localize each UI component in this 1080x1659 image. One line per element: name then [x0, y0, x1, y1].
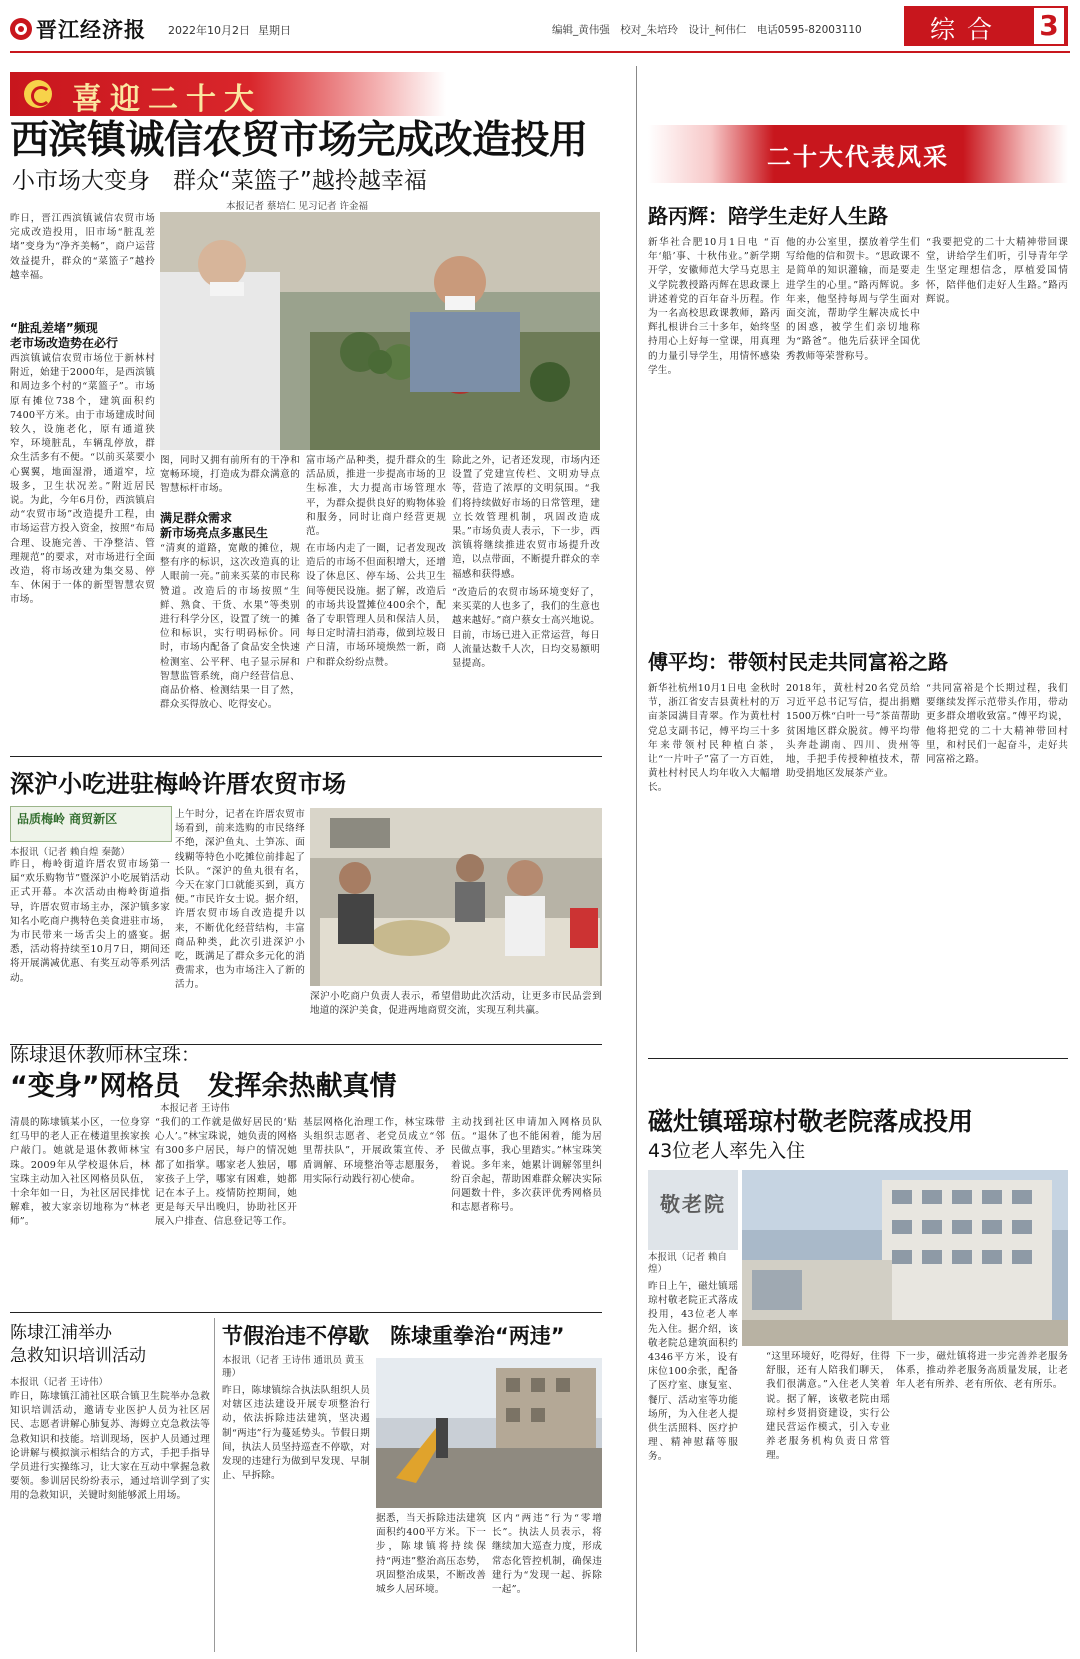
issue-date: 2022年10月2日 [168, 24, 250, 37]
right-banner [648, 125, 1068, 183]
divider-firstaid-vertical [214, 1318, 215, 1652]
section-name: 综合 [930, 15, 1005, 44]
firstaid-byline: 本报讯（记者 王诗伟） [10, 1377, 109, 1388]
enforce-col1: 昨日，陈埭镇综合执法队组织人员对辖区违法建设开展专项整治行动，依法拆除违法建筑，坚决遏制“两违”行为蔓延势头。节假日期间，执法人员坚持巡查不停歇，对发现的违建行为做到早发现、早制止、早拆除。 [222, 1385, 370, 1482]
enforce-photo [376, 1358, 602, 1508]
lead-photo [160, 212, 600, 450]
masthead-rule [10, 51, 1070, 53]
enforce-byline: 本报讯（记者 王诗伟 通讯员 黄玉珊） [222, 1355, 365, 1379]
party-emblem-icon [24, 80, 52, 108]
lead-col1-body: 西滨镇诚信农贸市场位于新林村附近，始建于2000年，是西滨镇和周边多个村的“菜篮子”。市场原有摊位738个，建筑面积约7400平方米。由于市场建成时间较久，设施老化，原有通道狭窄，环境脏乱，车辆乱停放，群众生活多有不便。“以前买菜要小心翼翼，地面湿滑，通道窄，垃圾多，卫生状况差。”附近居民说。为此，今年6月份，西滨镇启动“农贸市场”改造提升工程，由市场运营方投入资金，按照“布局合理、设施完善、干净整洁、管理规范”的要求，对市场进行全面改造，将市场改建为集交易、停车、休闲于一体的新型智慧农贸市场。 [10, 353, 155, 606]
editorial-staff: 编辑_黄伟强 校对_朱培玲 设计_柯伟仁 电话0595-82003110 [552, 24, 862, 36]
right-banner-text: 二十大代表风采 [767, 143, 949, 171]
grid-col2: “我们的工作就是做好居民的‘贴心人’。”林宝珠说，她负责的网格有300多户居民，每户的情况她都了如指掌。哪家老人独居，哪家孩子上学，哪家有困难，她都记在本子上。疫情防控期间，她更是每天早出晚归，协助社区开展入户排查、信息登记等工作。 [155, 1117, 297, 1228]
divider-grid [10, 1312, 602, 1313]
lead-intro: 昨日，晋江西滨镇诚信农贸市场完成改造投用，旧市场“脏乱差堵”变身为“净齐美畅”，商户运营效益提升，群众的“菜篮子”越拎越幸福。 [10, 213, 155, 281]
masthead [0, 0, 1080, 62]
fu-col2: 2018年，黄杜村20名党员给习近平总书记写信，提出捐赠1500万株“白叶一号”茶苗帮助贫困地区群众脱贫。傅平均带头奔赴湖南、四川、贵州等地，手把手传授种植技术，帮助受捐地区发展茶产业。 [786, 683, 920, 780]
lu-col2: 他的办公室里，摆放着学生们写给他的信和贺卡。“思政课不是简单的知识灌输，而是要走进学生的心里。”路丙辉说。多年来，他坚持每周与学生面对面交流，帮助学生解决成长中的困惑，被学生们亲切地称为“路爸”。他先后获评全国优秀教师等荣誉称号。 [786, 237, 920, 362]
lead-col3-body: 在市场内走了一圈，记者发现改造后的市场不但面积增大，还增设了休息区、停车场、公共卫生间等便民设施。据了解，改造后的市场共设置摊位400余个，配备了专职管理人员和保洁人员，每日定时清扫消毒，做到垃圾日产日清，市场环境焕然一新，商户和群众纷纷点赞。 [306, 543, 446, 668]
lead-subhead-2: 满足群众需求 新市场亮点多惠民生 [160, 511, 269, 540]
grid-col1: 清晨的陈埭镇某小区，一位身穿红马甲的老人正在楼道里挨家挨户敲门。她就是退休教师林宝珠。2009年从学校退休后，林宝珠主动加入社区网格员队伍，十余年如一日，为社区居民排忧解难，被大家亲切地称为“林老师”。 [10, 1117, 150, 1228]
snack-photo [310, 808, 602, 986]
nursing-building-photo [742, 1170, 1068, 1346]
firstaid-headline: 陈埭江浦举办 急救知识培训活动 [10, 1323, 146, 1366]
nursing-col1: 昨日上午，磁灶镇瑶琼村敬老院正式落成投用，43位老人率先入住。据介绍，该敬老院总建筑面积约4346平方米，设有床位100余张，配备了医疗室、康复室、餐厅、活动室等功能场所，为入住老人提供生活照料、医疗护理、精神慰藉等服务。 [648, 1281, 738, 1463]
column-divider [636, 66, 637, 1652]
lead-subhead-1: “脏乱差堵”频现 老市场改造势在必行 [10, 321, 119, 350]
fu-headline: 傅平均：带领村民走共同富裕之路 [648, 650, 948, 674]
lu-col3: “我要把党的二十大精神带回课堂，讲给学生们听，引导青年学生坚定理想信念，厚植爱国情怀，陪伴他们走好人生路。”路丙辉说。 [926, 237, 1068, 305]
nursing-col3: 下一步，磁灶镇将进一步完善养老服务体系，推动养老服务高质量发展，让老年人老有所养、老有所依、老有所乐。 [896, 1351, 1068, 1391]
newspaper-logo-emblem [10, 18, 32, 40]
enforce-col2: 据悉，当天拆除违法建筑面积约400平方米。下一步，陈埭镇将持续保持“两违”整治高压态势，巩固整治成果，不断改善城乡人居环境。 [376, 1513, 486, 1596]
demolition-site-photo [376, 1358, 602, 1508]
fu-col1: 新华社杭州10月1日电 金秋时节，浙江省安吉县黄杜村的万亩茶园满目青翠。作为黄杜村党总支副书记，傅平均三十多年来带领村民种植白茶，让“一片叶子”富了一方百姓，黄杜村村民人均年收入大幅增长。 [648, 683, 780, 794]
snack-col1: 昨日，梅岭街道许厝农贸市场第一届“欢乐购物节”暨深沪小吃展销活动正式开幕。本次活动由梅岭街道指导，许厝农贸市场主办，深沪镇多家知名小吃商户携特色美食进驻市场，为市民带来一场舌尖上的盛宴。据悉，活动将持续至10月7日，期间还将开展满减优惠、有奖互动等系列活动。 [10, 859, 170, 984]
enforce-headline: 节假治违不停歇 陈埭重拳治“两违” [222, 1324, 565, 1348]
page-number [1034, 8, 1064, 44]
nursing-col2: “这里环境好，吃得好，住得舒服，还有人陪我们聊天，我们很满意。”入住老人笑着说。据了解，该敬老院由瑶琼村乡贤捐资建设，实行公建民营运作模式，引入专业养老服务机构负责日常管理。 [766, 1351, 890, 1462]
lead-subheadline: 小市场大变身 群众“菜篮子”越拎越幸福 [12, 168, 427, 194]
nursing-headline: 磁灶镇瑶琼村敬老院落成投用 [648, 1107, 974, 1136]
section-tab [904, 6, 1068, 46]
lead-col4-top: 除此之外，记者还发现，市场内还设置了党建宣传栏、文明劝导点等，营造了浓厚的文明氛围。“我们将持续做好市场的日常管理，建立长效管理机制，巩固改造成果。”市场负责人表示，下一步，西滨镇将继续推进农贸市场提升改造，以点带面，不断提升群众的幸福感和获得感。 [452, 455, 600, 580]
nursing-home-building-photo [742, 1170, 1068, 1346]
nursing-subheadline: 43位老人率先入住 [648, 1140, 806, 1162]
lu-col1: 新华社合肥10月1日电 “百年‘船’事、十秋伟业。”新学期开学，安徽师范大学马克思主义学院教授路丙辉在思政课上讲述着党的百年奋斗历程。作为一名高校思政课教师，路丙辉扎根讲台三十多年，始终坚持用心上好每一堂课，用真理的力量引导学生，用情怀感染学生。 [648, 237, 780, 376]
snack-byline: 本报讯（记者 赖自煌 秦懿） [10, 847, 131, 858]
lead-col2-top: 图，同时又拥有前所有的干净和宽畅环境，打造成为群众满意的智慧标杆市场。 [160, 455, 300, 495]
page-number-text: 3 [1039, 9, 1059, 42]
grid-byline: 本报记者 王诗伟 [160, 1103, 230, 1114]
newspaper-logo: 晋江经济报 [36, 18, 146, 42]
grid-col4: 主动找到社区申请加入网格员队伍。“退休了也不能闲着，能为居民做点事，我心里踏实。”林宝珠笑着说。多年来，她累计调解邻里纠纷百余起，帮助困难群众解决实际问题数十件，多次获评优秀网格员和志愿者称号。 [451, 1117, 602, 1214]
fu-col3: “共同富裕是个长期过程，我们要继续发挥示范带头作用，带动更多群众增收致富。”傅平均说，他将把党的二十大精神带回村里，和村民们一起奋斗，走好共同富裕之路。 [926, 683, 1068, 766]
theme-banner [10, 72, 446, 116]
snack-headline: 深沪小吃进驻梅岭许厝农贸市场 [10, 770, 346, 798]
grid-col3: 基层网格化治理工作，林宝珠带头组织志愿者、老党员成立“邻里帮扶队”，开展政策宣传、矛盾调解、环境整治等志愿服务，用实际行动践行初心使命。 [303, 1117, 445, 1185]
market-vendor-photo [160, 212, 600, 450]
grid-kicker: 陈埭退休教师林宝珠： [10, 1044, 201, 1066]
enforce-col3: 区内“两违”行为“零增长”。执法人员表示，将继续加大巡查力度，形成常态化管控机制，确保违建行为“发现一起、拆除一起”。 [492, 1513, 602, 1596]
snack-logo-box [10, 806, 172, 842]
snack-logo-text: 品质梅岭 商贸新区 [17, 812, 118, 826]
snack-col2: 上午时分，记者在许厝农贸市场看到，前来选购的市民络绎不绝，深沪鱼丸、土笋冻、面线糊等特色小吃摊位前排起了长队。“深沪的鱼丸很有名，今天在家门口就能买到，真方便。”市民许女士说。据介绍，许厝农贸市场自改造提升以来，不断优化经营结构，丰富商品种类，此次引进深沪小吃，既满足了群众多元化的消费需求，也为市场注入了新的活力。 [175, 809, 305, 991]
nursing-byline: 本报讯（记者 赖自煌） [648, 1252, 728, 1275]
snack-stall-photo [310, 808, 602, 986]
nursing-sign-text: 敬老院 [660, 1192, 726, 1216]
lead-byline: 本报记者 蔡培仁 见习记者 许金福 [226, 201, 369, 212]
nursing-sign-photo [648, 1170, 738, 1250]
lu-headline: 路丙辉：陪学生走好人生路 [648, 204, 888, 228]
firstaid-body: 昨日，陈埭镇江浦社区联合镇卫生院举办急救知识培训活动，邀请专业医护人员为社区居民、志愿者讲解心肺复苏、海姆立克急救法等急救知识和技能。培训现场，医护人员通过理论讲解与模拟演示相结合的方式，手把手指导学员进行实操练习，让大家在互动中掌握急救要领。参训居民纷纷表示，通过培训学到了实用的急救知识，关键时刻能够派上用场。 [10, 1391, 210, 1502]
divider-lead [10, 756, 602, 757]
lead-headline: 西滨镇诚信农贸市场完成改造投用 [10, 118, 588, 163]
lead-col2-body: “清爽的道路，宽敞的摊位，规整有序的标识，这次改造真的让人眼前一亮。”前来买菜的市民称赞道。改造后的市场按照“生鲜、熟食、干货、水果”等类别进行科学分区，设置了统一的摊位和标识，实行明码标价。同时，市场内配备了食品安全快速检测室、公平秤、电子显示屏和智慧监管系统，商户经营信息、商品价格、检测结果一目了然，群众买得放心、吃得安心。 [160, 543, 300, 711]
theme-banner-text: 喜迎二十大 [72, 82, 262, 117]
snack-col3: 深沪小吃商户负责人表示，希望借助此次活动，让更多市民品尝到地道的深沪美食，促进两地商贸交流，实现互利共赢。 [310, 991, 602, 1017]
issue-weekday: 星期日 [258, 24, 291, 37]
lead-col4-body: “改造后的农贸市场环境变好了，来买菜的人也多了，我们的生意也越来越好。”商户蔡女士高兴地说。目前，市场已进入正常运营，每日人流量达数千人次，日均交易额明显提高。 [452, 587, 600, 670]
grid-headline: “变身”网格员 发挥余热献真情 [10, 1071, 397, 1102]
lead-col3-top: 富市场产品种类，提升群众的生活品质，推进一步提高市场的卫生标准，大力提高市场管理水平，为群众提供良好的购物体验和服务，同时让商户经营更规范。 [306, 455, 446, 538]
divider-right [648, 1058, 1068, 1059]
